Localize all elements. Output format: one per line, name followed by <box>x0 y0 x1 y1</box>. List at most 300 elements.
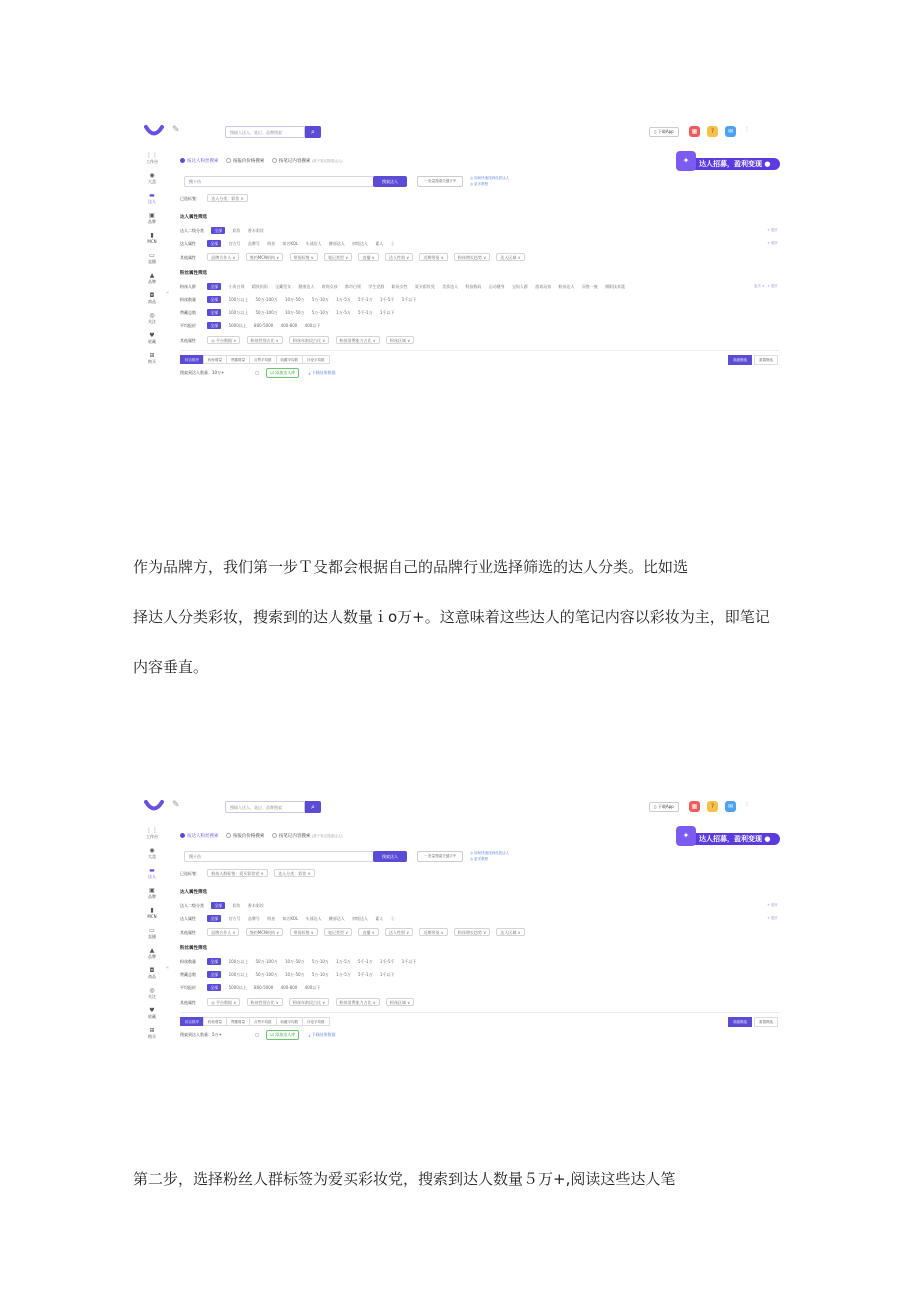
dropdown[interactable]: 近期带货 ∨ <box>419 928 447 936</box>
option[interactable]: 穿搭一族 <box>581 284 598 289</box>
sidebar-label: 购买 <box>148 359 156 364</box>
more-icon[interactable]: ⋮ <box>744 801 750 808</box>
row-label: 达人二级分类 <box>180 903 204 908</box>
dropdown[interactable]: 粉丝年龄段占比 ∨ <box>289 998 329 1006</box>
tutorial-link-label: 更多教程 <box>474 182 489 186</box>
dropdown-label: 签约MCN机构 <box>249 930 276 935</box>
option[interactable]: 素人 <box>375 916 384 921</box>
option[interactable]: 学生党群 <box>368 284 385 289</box>
sidebar-item-workbench[interactable] <box>140 825 164 845</box>
option[interactable]: 健康达人 <box>298 284 315 289</box>
add-to-library-button[interactable]: ☑ 添加达人库 <box>266 368 299 378</box>
sidebar-item-brand2[interactable] <box>140 270 164 290</box>
dropdown[interactable]: 带货标签 ∨ <box>290 253 318 261</box>
subcategory-row <box>180 899 780 912</box>
tab-sort[interactable]: 赞藏增量 <box>226 1017 250 1026</box>
more-link: 更多 <box>754 284 762 288</box>
download-label: 下载结果数据 <box>311 370 336 375</box>
option[interactable]: 400以下 <box>304 985 321 990</box>
sidebar-item-brand[interactable] <box>140 210 164 230</box>
radio-icon <box>272 833 277 838</box>
tab-sort[interactable]: 综合排序 <box>180 1017 204 1026</box>
dropdown[interactable]: 粉丝消费能力占比 ∨ <box>336 336 380 344</box>
option-all[interactable]: 全部 <box>207 322 221 329</box>
option[interactable]: 时尚女孩 <box>321 284 338 289</box>
selected-tag[interactable]: 达人分类：彩妆 × <box>274 869 315 877</box>
radio-icon <box>180 833 185 838</box>
chart-icon: ▮ <box>150 907 154 914</box>
search-modes <box>180 833 780 847</box>
download-label: 下载结果数据 <box>311 1032 336 1037</box>
paragraph-1-line-2: 择达人分类彩妆，搜索到的达人数量ｉo万+。这意味着这些达人的笔记内容以彩妆为主，即笔记 <box>133 608 770 626</box>
sidebar-item-goods[interactable] <box>140 965 164 985</box>
option[interactable]: 头部达人 <box>305 241 322 246</box>
sidebar-item-brand2[interactable] <box>140 945 164 965</box>
help-link[interactable]: ◎ 如何快速找到优质达人 <box>470 176 510 180</box>
option[interactable]: 1千以下 <box>401 297 417 302</box>
option[interactable]: 官方号 <box>228 241 241 246</box>
download-app-button[interactable]: ▯ 下载App <box>649 127 679 137</box>
info-icon[interactable]: ⓘ <box>390 916 395 921</box>
main-panel <box>180 158 780 380</box>
dropdown[interactable]: 粉丝性别占比 ∨ <box>247 998 283 1006</box>
dropdown[interactable]: 达人区域 ∨ <box>496 928 524 936</box>
download-app-label: 下载App <box>657 129 674 134</box>
download-results-button[interactable]: ⤓ 下载结果数据 <box>308 370 336 375</box>
radio-icon <box>180 158 185 163</box>
price-row <box>180 319 780 332</box>
mode-price[interactable] <box>226 158 265 164</box>
edit-icon[interactable]: ✎ <box>172 125 180 135</box>
dropdown-label: 粉丝年龄段占比 <box>293 338 322 343</box>
sidebar-item-mcn[interactable]: ▮ MCN <box>140 905 164 925</box>
add-label: 添加达人库 <box>275 1032 296 1037</box>
expand-link: + 展开 <box>766 284 778 288</box>
fan-other-row <box>180 332 780 350</box>
option[interactable]: 彩妆 <box>232 228 241 233</box>
dropdown[interactable]: 带货标签 ∨ <box>290 928 318 936</box>
more-expand[interactable]: 更多 ∨ + 展开 <box>754 284 778 288</box>
option[interactable]: 5千-1万 <box>358 972 373 977</box>
option[interactable]: 香水彩妆 <box>247 228 264 233</box>
option[interactable]: 5万-10万 <box>311 310 329 315</box>
option[interactable]: 400-800 <box>280 985 298 990</box>
radio-icon <box>272 158 277 163</box>
dropdown-label: 带货标签 <box>293 930 310 935</box>
tab-sort[interactable]: 赞藏增量 <box>226 355 250 364</box>
option[interactable]: 100万以上 <box>228 310 249 315</box>
sidebar <box>140 150 164 370</box>
tab-sort[interactable]: 粉丝增量 <box>203 355 227 364</box>
edit-icon[interactable]: ✎ <box>172 800 180 810</box>
option[interactable]: 800-5000 <box>254 323 274 328</box>
tab-sort[interactable]: 点赞平均数 <box>249 355 277 364</box>
option-all[interactable]: 全部 <box>211 227 225 234</box>
row-label: 平均报价 <box>180 323 196 328</box>
download-app-button[interactable]: ▯ 下载App <box>649 802 679 812</box>
mode-label: 按笔记内容搜索 <box>278 834 311 839</box>
dropdown[interactable]: ◎ 平台数据 ∨ <box>207 998 240 1006</box>
option[interactable]: 腰部达人 <box>328 241 345 246</box>
section-fan-attrs: 粉丝属性筛选 <box>180 271 207 276</box>
dropdown[interactable]: 粉丝增长趋势 ∨ <box>454 928 490 936</box>
option-all[interactable]: 全部 <box>207 309 221 316</box>
option[interactable]: 职场女性 <box>391 284 408 289</box>
fans-count-row <box>180 955 780 968</box>
sidebar-item-market[interactable] <box>140 845 164 865</box>
dropdown[interactable]: 品牌合作人 ∨ <box>207 928 239 936</box>
dropdown[interactable]: 笔记类型 ∨ <box>324 253 352 261</box>
option[interactable]: 50万-100万 <box>255 972 278 977</box>
option[interactable]: 50万-100万 <box>255 310 278 315</box>
recruit-banner[interactable]: 达人招募，盈利变现 ● ✦ <box>676 826 780 848</box>
tutorial-link[interactable]: ◎ 更多教程 <box>470 182 489 186</box>
price-row <box>180 981 780 994</box>
sidebar <box>140 825 164 1045</box>
expand-link[interactable]: + 展开 <box>766 241 778 245</box>
tv-icon: ▭ <box>149 252 155 259</box>
option[interactable]: 5万-10万 <box>311 959 329 964</box>
dropdown[interactable]: 粉丝年龄段占比 ∨ <box>289 336 329 344</box>
option[interactable]: 50万-100万 <box>255 297 278 302</box>
option[interactable]: 彩妆 <box>232 903 241 908</box>
option[interactable]: 精致妈妈 <box>251 284 268 289</box>
selected-tags-row <box>180 192 780 205</box>
option[interactable]: 小资白领 <box>228 284 245 289</box>
dropdown[interactable]: 粉丝消费能力占比 ∨ <box>336 998 380 1006</box>
option[interactable]: 1千以下 <box>379 972 395 977</box>
megaphone-icon: ✦ <box>676 151 696 171</box>
option-all[interactable]: 全部 <box>211 902 225 909</box>
sidebar-label: 直播 <box>148 934 156 939</box>
dropdown-label: 近期带货 <box>423 930 440 935</box>
tab-sort[interactable]: 收藏平均数 <box>276 355 304 364</box>
sidebar-item-workbench[interactable] <box>140 150 164 170</box>
mode-fans[interactable] <box>180 833 219 839</box>
row-label: 其他属性 <box>180 930 196 935</box>
advanced-filter-button[interactable]: 高级筛选 <box>728 1017 752 1027</box>
sidebar-label: 直播 <box>148 259 156 264</box>
expand-link[interactable]: + 展开 <box>766 916 778 920</box>
option-all[interactable]: 全部 <box>207 296 221 303</box>
banner-text: 达人招募，盈利变现 <box>699 160 762 168</box>
option[interactable]: 美妆达人 <box>442 284 459 289</box>
sidebar-item-kol[interactable] <box>140 865 164 885</box>
result-value: 5万+ <box>212 1032 222 1037</box>
heart-icon: ♥ <box>149 332 155 339</box>
option[interactable]: 明星 <box>267 241 276 246</box>
search-button[interactable] <box>305 801 321 813</box>
option[interactable]: 摄影技术派 <box>605 284 626 289</box>
dropdown[interactable]: 笔记类型 ∨ <box>324 928 352 936</box>
subcategory-row <box>180 224 780 237</box>
search-input[interactable]: 搜输入达人、笔记、品牌搜索 <box>225 126 305 138</box>
option[interactable]: 品牌号 <box>247 241 260 246</box>
dropdown[interactable]: 粉丝区域 ∨ <box>386 998 414 1006</box>
sidebar-item-live[interactable] <box>140 925 164 945</box>
option[interactable]: 10万-50万 <box>284 959 305 964</box>
dropdown[interactable]: ◎ 平台数据 ∨ <box>207 336 240 344</box>
apps-icon[interactable]: ▦ <box>689 126 700 137</box>
radio-icon <box>226 833 231 838</box>
mode-label: 按达人粉丝搜索 <box>187 159 219 164</box>
sort-tabs <box>180 350 780 366</box>
expand-link[interactable]: + 展开 <box>766 228 778 232</box>
option[interactable]: 5万-10万 <box>311 972 329 977</box>
select-all-checkbox[interactable]: ▢ <box>255 1032 260 1037</box>
selected-tag[interactable]: 达人分类：彩妆 × <box>207 194 248 202</box>
recruit-banner[interactable]: 达人招募，盈利变现 ● ✦ <box>676 151 780 173</box>
option[interactable]: 1万-5万 <box>336 959 351 964</box>
collapse-icon[interactable]: « <box>166 290 170 296</box>
option[interactable]: 5千-1万 <box>358 959 373 964</box>
paragraph-2-line-1: 第二步，选择粉丝人群标签为爱买彩妆党，搜索到达人数量５万+,阅读这些达人笔 <box>133 1170 676 1188</box>
help-link[interactable]: ◎ 如何快速找到优质达人 <box>470 851 510 855</box>
option-all[interactable]: 全部 <box>207 984 221 991</box>
reset-filter-button[interactable]: 重置筛选 <box>754 355 778 365</box>
download-app-label: 下载App <box>657 804 674 809</box>
option[interactable]: 5千-1万 <box>358 310 373 315</box>
tutorial-link[interactable]: ◎ 更多教程 <box>470 857 489 861</box>
option[interactable]: 50万-100万 <box>255 959 278 964</box>
option[interactable]: 5000以上 <box>228 985 247 990</box>
option[interactable]: 香水彩妆 <box>247 903 264 908</box>
keyword-input[interactable]: 搜十仿 <box>184 851 374 862</box>
info-icon[interactable]: ⓘ <box>390 241 395 246</box>
dropdown[interactable]: 达人区域 ∨ <box>496 253 524 261</box>
tab-sort[interactable]: 收藏平均数 <box>276 1017 304 1026</box>
option[interactable]: 素人 <box>375 241 384 246</box>
option[interactable]: 都市白领 <box>344 284 361 289</box>
row-label: 达人属性 <box>180 916 196 921</box>
apps-icon[interactable]: ▦ <box>689 801 700 812</box>
option[interactable]: 400以下 <box>304 323 321 328</box>
option-all[interactable]: 全部 <box>207 971 221 978</box>
tab-sort[interactable]: 评论平均数 <box>302 1017 330 1026</box>
option[interactable]: 初级达人 <box>352 916 369 921</box>
select-all-checkbox[interactable]: ▢ <box>255 370 260 375</box>
option[interactable]: 10万-50万 <box>284 972 305 977</box>
option[interactable]: 宝妈人群 <box>511 284 528 289</box>
search-row <box>180 849 780 867</box>
filter-actions <box>726 355 778 365</box>
sidebar-label: 关注 <box>148 994 156 999</box>
sidebar-item-mcn[interactable]: ▮ MCN <box>140 230 164 250</box>
mode-price[interactable] <box>226 833 265 839</box>
dropdown-label: 达人性别 <box>388 255 405 260</box>
search-icon: ⌕ <box>311 803 315 811</box>
row-label: 赞藏总数 <box>180 972 196 977</box>
dropdown-label: 粉丝增长趋势 <box>457 930 482 935</box>
section-fan-attrs: 粉丝属性筛选 <box>180 946 207 951</box>
top-bar <box>140 795 780 817</box>
dropdown[interactable]: 直播 ∨ <box>358 928 378 936</box>
cart-icon: ⊞ <box>149 1027 155 1034</box>
keyword-input[interactable]: 搜十仿 <box>184 176 374 187</box>
search-kol-button[interactable]: 搜索达人 <box>373 851 407 862</box>
search-input[interactable]: 搜输入达人、笔记、品牌搜索 <box>225 801 305 813</box>
sidebar-label: 收藏 <box>148 339 156 344</box>
sidebar-item-buy[interactable] <box>140 350 164 370</box>
selected-label: 已选标签： <box>180 196 200 201</box>
sidebar-label: 购买 <box>148 1034 156 1039</box>
heart-icon: ♥ <box>149 1007 155 1014</box>
dropdown[interactable]: 粉丝区域 ∨ <box>386 336 414 344</box>
search-row <box>180 174 780 192</box>
option[interactable]: 5万-10万 <box>311 297 329 302</box>
more-icon[interactable]: ⋮ <box>744 126 750 133</box>
option-all[interactable]: 全部 <box>207 283 221 290</box>
sidebar-item-buy[interactable] <box>140 1025 164 1045</box>
add-label: 添加达人库 <box>275 370 296 375</box>
result-value: 10万+ <box>212 370 225 375</box>
option[interactable]: 品牌号 <box>247 916 260 921</box>
main-panel <box>180 833 780 1042</box>
mode-notes[interactable] <box>272 158 343 164</box>
sidebar-item-live[interactable] <box>140 250 164 270</box>
dropdown-label: 品牌合作人 <box>211 255 232 260</box>
dropdown[interactable]: 直播 ∨ <box>358 253 378 261</box>
paragraph-1-line-1: 作为品牌方，我们第一步Ｔ殳都会根据自己的品牌行业选择筛选的达人分类。比如选 <box>133 558 689 576</box>
search-button[interactable] <box>305 126 321 138</box>
add-to-library-button[interactable]: ☑ 添加达人库 <box>266 1030 299 1040</box>
row-label: 粉丝人群 <box>180 284 196 289</box>
download-results-button[interactable]: ⤓ 下载结果数据 <box>308 1032 336 1037</box>
globe-icon: ◉ <box>149 847 155 854</box>
grid-icon: ⋮⋮ <box>146 827 158 834</box>
option[interactable]: 100万以上 <box>228 297 249 302</box>
sidebar-item-market[interactable] <box>140 170 164 190</box>
message-icon[interactable]: ✉ <box>725 801 736 812</box>
option[interactable]: 1万-5万 <box>336 297 351 302</box>
option[interactable]: 5000以上 <box>228 323 247 328</box>
collapse-icon[interactable]: « <box>166 965 170 971</box>
folder-icon: ▬ <box>149 192 155 199</box>
option[interactable]: 明星 <box>267 916 276 921</box>
selected-tags-row <box>180 867 780 880</box>
option[interactable]: 100万以上 <box>228 959 249 964</box>
selected-tag-text: 达人分类：彩妆 <box>211 196 240 201</box>
search-icon: ⌕ <box>311 128 315 136</box>
sidebar-item-kol[interactable] <box>140 190 164 210</box>
row-label: 达人二级分类 <box>180 228 204 233</box>
batch-search-button[interactable]: 一 批量搜索关键字中 <box>417 851 463 862</box>
option[interactable]: 知名KOL <box>282 241 299 246</box>
sidebar-item-follow[interactable] <box>140 985 164 1005</box>
expand-link[interactable]: + 展开 <box>766 903 778 907</box>
tab-sort[interactable]: 点赞平均数 <box>249 1017 277 1026</box>
search-kol-button[interactable]: 搜索达人 <box>373 176 407 187</box>
dropdown-label: 笔记类型 <box>327 930 344 935</box>
sidebar-item-fav[interactable] <box>140 1005 164 1025</box>
filter-actions <box>726 1017 778 1027</box>
paragraph-1-line-3: 内容垂直。 <box>133 658 209 676</box>
sidebar-label: 大盘 <box>148 179 156 184</box>
tab-sort[interactable]: 综合排序 <box>180 355 204 364</box>
sidebar-label: 品牌 <box>148 894 156 899</box>
mode-hint: (基于笔记搜索达人) <box>311 834 343 838</box>
option[interactable]: 初级达人 <box>352 241 369 246</box>
dropdown[interactable]: 签约MCN机构 ∨ <box>246 928 283 936</box>
option-all[interactable]: 全部 <box>207 915 221 922</box>
option-all[interactable]: 全部 <box>207 240 221 247</box>
banner-text: 达人招募，盈利变现 <box>699 835 762 843</box>
top-bar <box>140 120 780 142</box>
search-modes <box>180 158 780 172</box>
kol-attr-row <box>180 237 780 250</box>
dropdown[interactable]: 签约MCN机构 ∨ <box>246 253 283 261</box>
option[interactable]: 运动健身 <box>488 284 505 289</box>
option[interactable]: 5千-1万 <box>358 297 373 302</box>
option[interactable]: 头部达人 <box>305 916 322 921</box>
kol-attr-row <box>180 912 780 925</box>
reset-filter-button[interactable]: 重置筛选 <box>754 1017 778 1027</box>
option[interactable]: 1千以下 <box>401 959 417 964</box>
option[interactable]: 10万-50万 <box>284 297 305 302</box>
option[interactable]: 爱买彩妆党 <box>414 284 435 289</box>
option[interactable]: 科技数码 <box>465 284 482 289</box>
dropdown[interactable]: 粉丝性别占比 ∨ <box>247 336 283 344</box>
dropdown-label: 直播 <box>362 930 371 935</box>
fan-other-row <box>180 994 780 1012</box>
dropdown-label: 粉丝性别占比 <box>250 1000 275 1005</box>
dropdown[interactable]: 达人性别 ∨ <box>385 253 413 261</box>
option[interactable]: 800-5000 <box>254 985 274 990</box>
sidebar-item-follow[interactable] <box>140 310 164 330</box>
sidebar-item-fav[interactable] <box>140 330 164 350</box>
row-label: 达人属性 <box>180 241 196 246</box>
help-icon[interactable]: ? <box>707 126 718 137</box>
sidebar-item-goods[interactable] <box>140 290 164 310</box>
sidebar-item-brand[interactable] <box>140 885 164 905</box>
screenshot-1 <box>140 120 780 438</box>
option[interactable]: 1千以下 <box>379 310 395 315</box>
tab-sort[interactable]: 评论平均数 <box>302 355 330 364</box>
row-label: 粉丝数量 <box>180 959 196 964</box>
option[interactable]: 知名KOL <box>282 916 299 921</box>
option-all[interactable]: 全部 <box>207 958 221 965</box>
dropdown[interactable]: 粉丝增长趋势 ∨ <box>454 253 490 261</box>
sidebar-label: 工作台 <box>146 834 158 839</box>
dropdown[interactable]: 达人性别 ∨ <box>385 928 413 936</box>
option[interactable]: 游戏玩家 <box>535 284 552 289</box>
message-icon[interactable]: ✉ <box>725 126 736 137</box>
option[interactable]: 腰部达人 <box>328 916 345 921</box>
advanced-filter-button[interactable]: 高级筛选 <box>728 355 752 365</box>
option[interactable]: 400-800 <box>280 323 298 328</box>
dropdown[interactable]: 近期带货 ∨ <box>419 253 447 261</box>
option[interactable]: 1千-5千 <box>379 959 395 964</box>
option[interactable]: 粉丝达人 <box>558 284 575 289</box>
tab-sort[interactable]: 粉丝增量 <box>203 1017 227 1026</box>
mode-label: 按报价价格搜索 <box>232 159 265 164</box>
option[interactable]: 10万-50万 <box>284 310 305 315</box>
batch-search-button[interactable]: 一 批量搜索关键字中 <box>417 176 463 187</box>
mode-fans[interactable] <box>180 158 219 164</box>
dropdown-label: 粉丝区域 <box>389 1000 406 1005</box>
option[interactable]: 1千-5千 <box>379 297 395 302</box>
help-icon[interactable]: ? <box>707 801 718 812</box>
option[interactable]: 宝藏型女 <box>275 284 292 289</box>
option[interactable]: 1万-5万 <box>336 972 351 977</box>
mode-label: 按笔记内容搜索 <box>278 159 311 164</box>
mode-notes[interactable] <box>272 833 343 839</box>
selected-tag[interactable]: 粉丝人群标签：爱买彩妆党 × <box>207 869 268 877</box>
option[interactable]: 1万-5万 <box>336 310 351 315</box>
dropdown[interactable]: 品牌合作人 ∨ <box>207 253 239 261</box>
option[interactable]: 100万以上 <box>228 972 249 977</box>
option[interactable]: 官方号 <box>228 916 241 921</box>
